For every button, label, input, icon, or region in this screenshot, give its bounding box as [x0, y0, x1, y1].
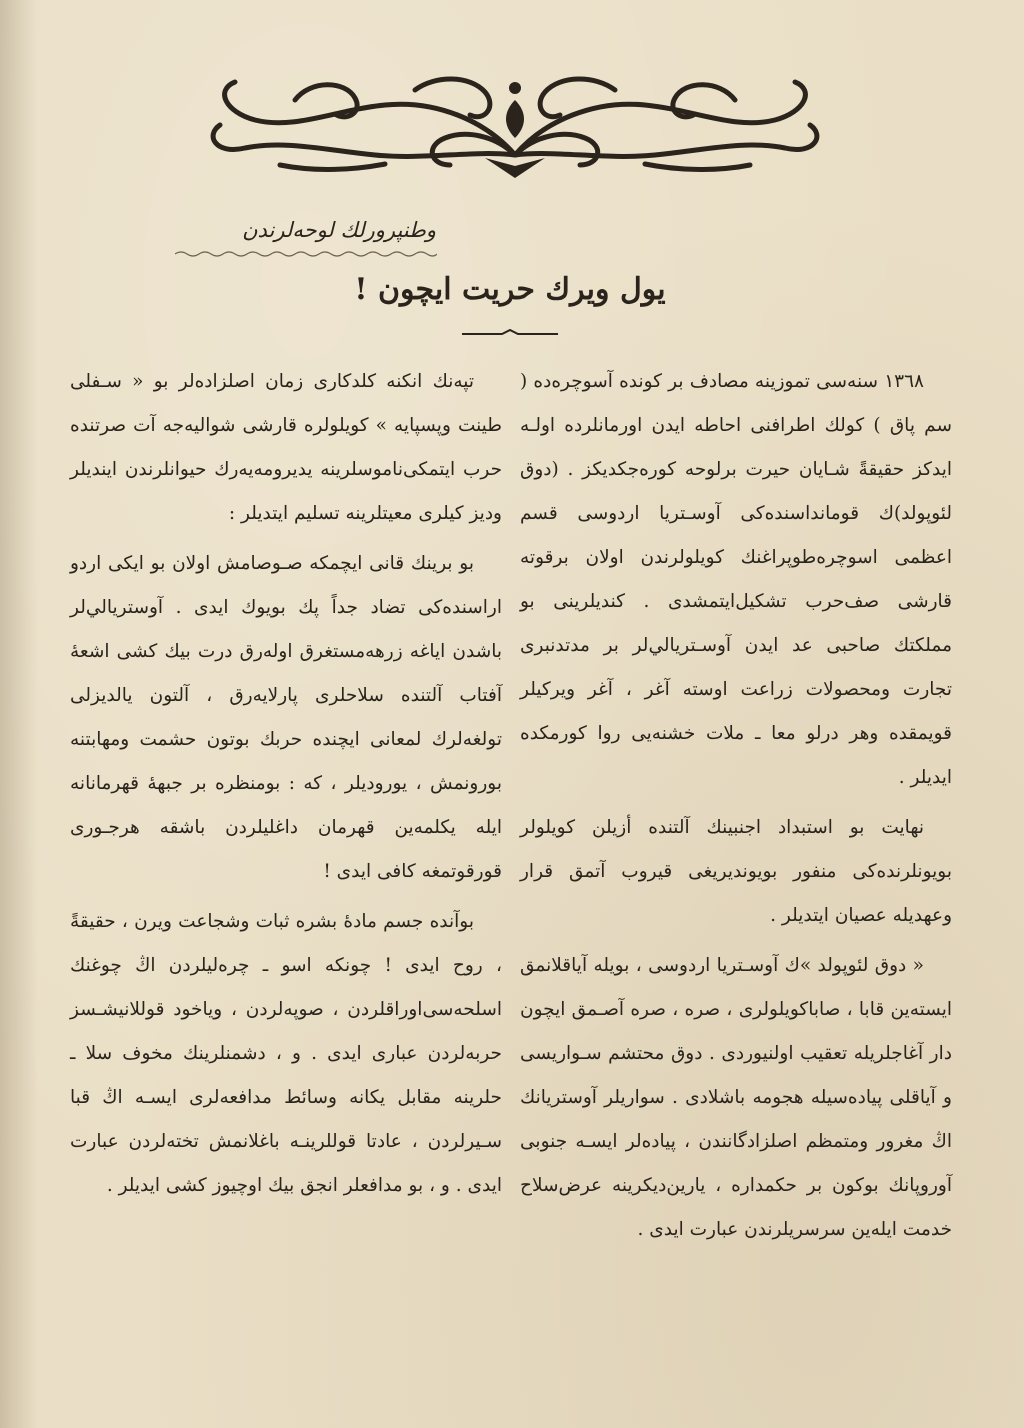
headline-divider: [460, 328, 560, 338]
article-column-left: [70, 360, 502, 1214]
paragraph: بو برينك قانى ايچمكه صـوصامش اولان بو ايكى اردو اراسنده‌كى تضاد جداً پك بويوك ايدى . آوستريالي‌لر باشدن اياغه زرهه‌مستغرق اوله‌رق درت بيك كشى اشعهٔ آفتاب آلتنده سلاحلرى پارلايه‌رق ، آلتون يالديزلى تولغه‌لرك لمعانى ايچنده حربك بوتون حشمت ومهابتنه بورونمش ، يوروديلر ، كه : بومنظره بر جبههٔ قهرمانانه ايله يكلمه‌ين قهرمان داغليلردن باشقه هرجـورى قورقوتمغه كافى ايدى !: [70, 553, 502, 882]
section-label: وطنپرورلك لوحه‌لرندن: [242, 218, 436, 242]
binding-shadow: [0, 0, 38, 1428]
floral-ornament-header: [185, 60, 845, 180]
article-headline: يول ويرك حريت ايچون !: [354, 272, 666, 307]
paragraph: نهايت بو استبداد اجنبينك آلتنده أزيلن كويلولر بويونلرنده‌كى منفور بويونديريغى قيروب آتمق قرار وعهديله عصيان ايتديلر .: [520, 817, 952, 926]
article-column-right: [520, 360, 952, 1258]
wavy-underline: [175, 250, 437, 258]
paragraph: ١٣٦٨ سنه‌سى تموزينه مصادف بر كونده آسوچره‌ده ( سم پاق ) كولك اطرافنى احاطه ايدن اورمانلرده اولـه ايدكز حقيقةً شـايان حيرت برلوحه كوره‌جكديكز . (دوق لئوپولد)ك قوماندا‌سنده‌كى آوسـتريا اردوسى قسم اعظمى اسوچره‌طوپراغنك كويلولرندن اولان برقوته قارشى صف‌حرب تشكيل‌ايتمشدى . كنديلرينى بو مملكتك صاحبى عد ايدن آوسـتريالي‌لر بر مدتدنبرى تجارت ومحصولات زراعت اوسته آغر ، آغر ويركيلر قويمقده وهر درلو معا ـ ملات خشنه‌يى روا كورمكده ايديلر .: [520, 371, 952, 788]
paragraph: « دوق لئوپولد »ك آوسـتريا اردوسى ، بويله آياقلانمق ايسته‌ين قابا ، صاباكويلولرى ، صره ، صره آصـمق ايچون دار آغاجلريله تعقيب اولنيوردى . دوق محتشم سـواريسى و آياقلى پياده‌سيله هجومه باشلادى . سواريلر آوستريانك اڭ مغرور ومتمظم اصلزادگانندن ، پياده‌لر ايسـه جنوبى آوروپانك بوكون بر حكمداره ، يارين‌ديكرينه عرض‌سلاح خدمت ايله‌ين سرسريلرندن عبارت ايدى .: [520, 955, 952, 1240]
paragraph: بوآنده جسم مادهٔ بشره ثبات وشجاعت ويرن ، حقيقةً ، روح ايدى ! چونكه اسو ـ چره‌ليلردن اڭ چوغنك اسلحه‌سى‌اورا‌قلردن ، صوپه‌لردن ، ويا‌خود قوللانيشـسز حربه‌لردن عبارى ايدى . و ، دشمنلرينك مخوف سلا ـ حلرينه مقابل يكانه وسائط مدافعه‌لرى ايسـه اڭ قبا سـيرلردن ، عادتا قوللرينـه باغلانمش تخته‌لردن عبارت ايدى . و ، بو مدافعلر انجق بيك اوچيوز كشى ايديلر .: [70, 911, 502, 1196]
paragraph: تپه‌نك انكنه كلدكارى زمان اصلزاده‌لر بو « سـفلى طينت وپسپايه » كويلولره قارشى شواليه‌جه آت صرتنده حرب ايتمكى‌ناموسلرينه يديرومه‌يه‌رك حيوانلرندن اينديلر وديز كيلرى معيتلرينه تسليم ايتديلر :: [70, 371, 502, 524]
